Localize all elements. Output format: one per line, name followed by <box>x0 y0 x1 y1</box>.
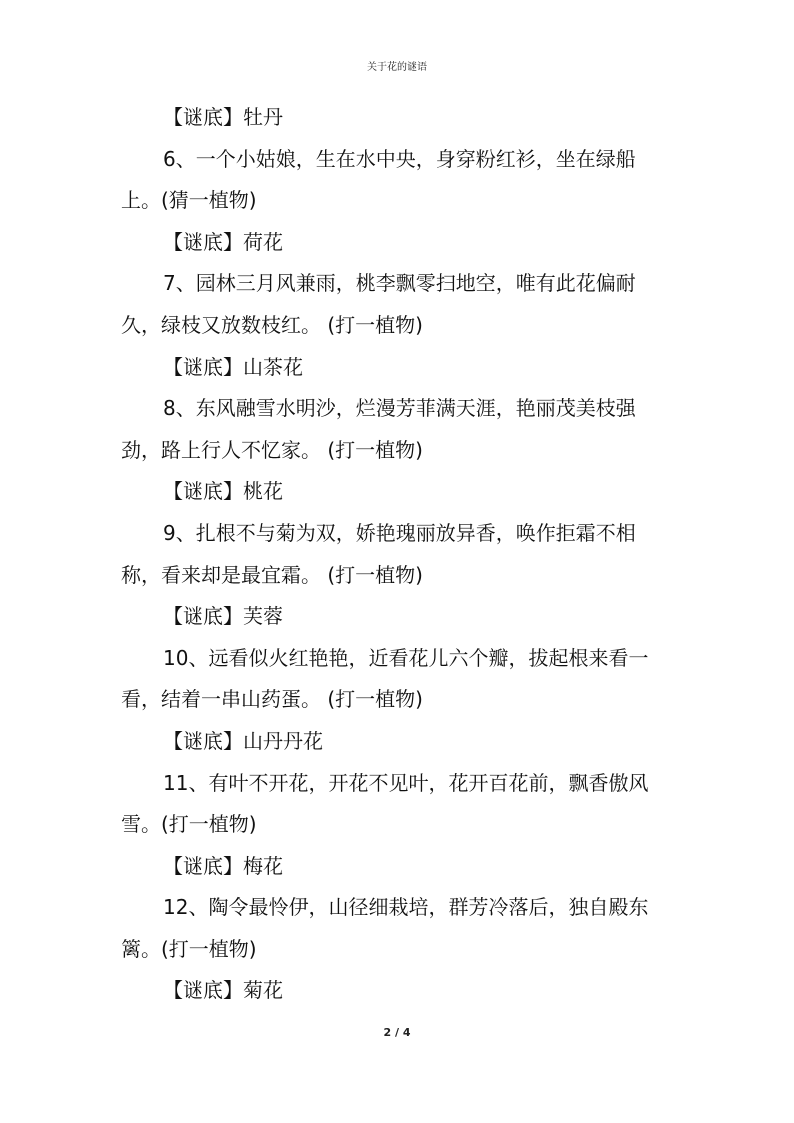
riddle-line: 12、陶令最怜伊，山径细栽培，群芳冷落后，独自殿东 <box>163 895 649 920</box>
answer-line: 【谜底】芙蓉 <box>163 604 283 629</box>
riddle-line: 8、东风融雪水明沙，烂漫芳菲满天涯，艳丽茂美枝强 <box>163 396 636 421</box>
answer-line: 【谜底】桃花 <box>163 479 283 504</box>
answer-line: 【谜底】山丹丹花 <box>163 728 323 753</box>
riddle-line-continued: 称，看来却是最宜霜。 (打一植物) <box>121 562 423 587</box>
answer-line: 【谜底】菊花 <box>163 978 283 1003</box>
riddle-content <box>121 97 674 1012</box>
riddle-line-continued: 上。(猜一植物) <box>121 188 257 213</box>
riddle-line: 9、扎根不与菊为双，娇艳瑰丽放异香，唤作拒霜不相 <box>163 520 636 545</box>
answer-line: 【谜底】梅花 <box>163 853 283 878</box>
answer-line: 【谜底】荷花 <box>163 229 283 254</box>
riddle-line: 6、一个小姑娘，生在水中央，身穿粉红衫，坐在绿船 <box>163 146 636 171</box>
answer-line: 【谜底】山茶花 <box>163 354 303 379</box>
page-header: 关于花的谜语 <box>367 62 427 73</box>
riddle-line: 10、远看似火红艳艳，近看花儿六个瓣，拔起根来看一 <box>163 645 649 670</box>
riddle-line-continued: 雪。(打一植物) <box>121 812 257 837</box>
riddle-line: 11、有叶不开花，开花不见叶，花开百花前，飘香傲风 <box>163 770 649 795</box>
riddle-line-continued: 久，绿枝又放数枝红。 (打一植物) <box>121 312 423 337</box>
riddle-line-continued: 看，结着一串山药蛋。 (打一植物) <box>121 687 423 712</box>
answer-line: 【谜底】牡丹 <box>163 105 283 129</box>
riddle-line: 7、园林三月风兼雨，桃李飘零扫地空，唯有此花偏耐 <box>163 271 636 296</box>
riddle-line-continued: 劲，路上行人不忆家。 (打一植物) <box>121 437 423 462</box>
riddle-line-continued: 篱。(打一植物) <box>121 936 257 961</box>
page-number: 2 / 4 <box>383 1026 411 1039</box>
